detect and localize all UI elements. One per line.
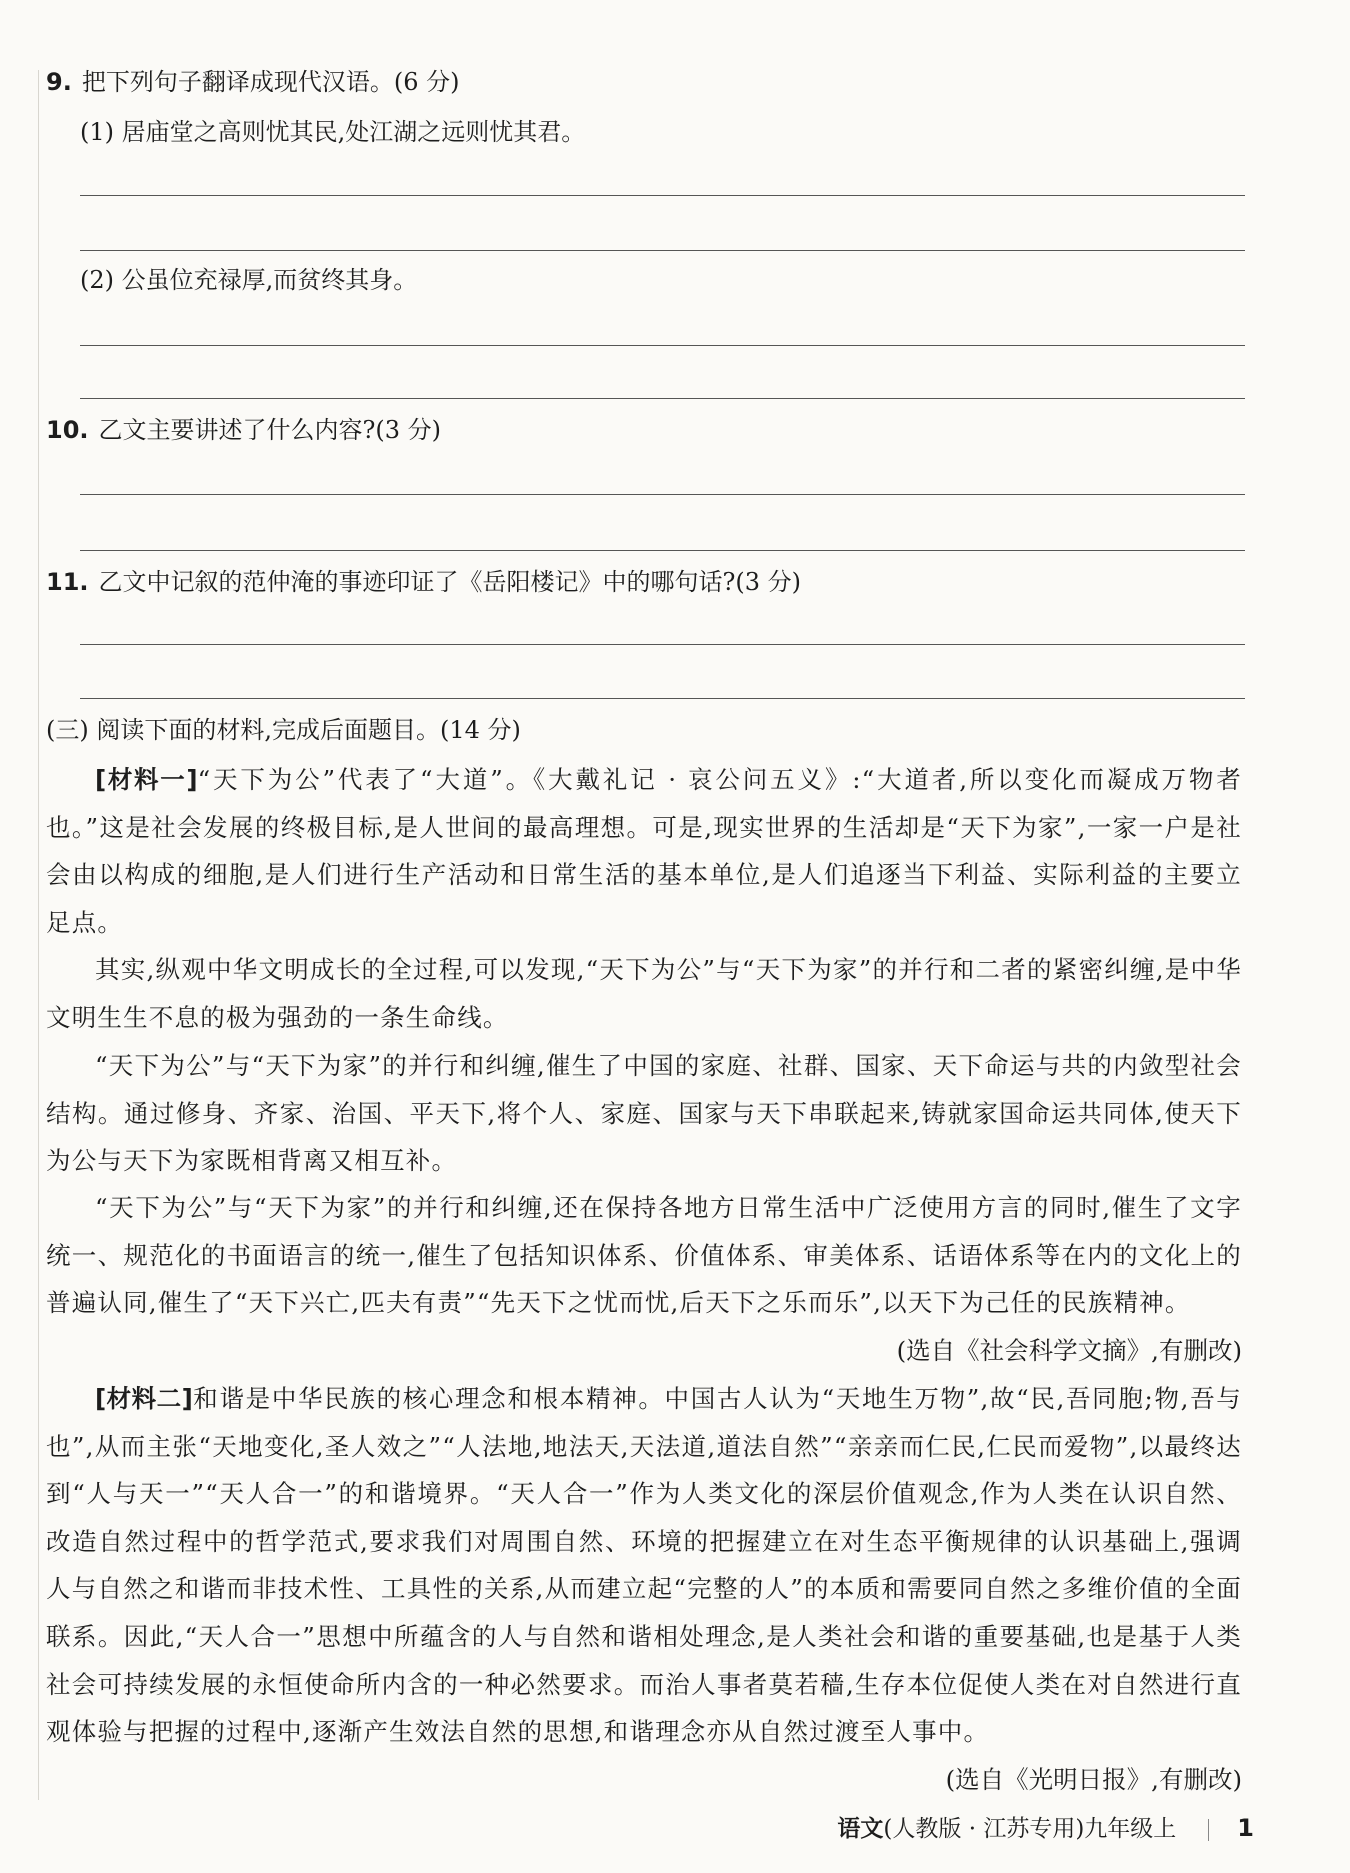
question-9-sub-2: (2) 公虽位充禄厚,而贫终其身。 bbox=[80, 266, 418, 294]
answer-line[interactable] bbox=[80, 644, 1245, 645]
section-3-heading: (三) 阅读下面的材料,完成后面题目。(14 分) bbox=[46, 716, 521, 744]
question-number: 10. bbox=[46, 416, 89, 444]
answer-line[interactable] bbox=[80, 398, 1245, 399]
paragraph-text: “天下为公”代表了“大道”。《大戴礼记 · 哀公问五义》:“大道者,所以变化而凝成万物者也。”这是社会发展的终极目标,是人世间的最高理想。可是,现实世界的生活却是“天下为家”,一家一户是社会由以构成的细胞,是人们进行生产活动和日常生活的基本单位,是人们追逐当下利益、实际利益的主要立足点。 bbox=[46, 765, 1242, 937]
material-1-source: (选自《社会科学文摘》,有删改) bbox=[896, 1336, 1242, 1365]
material-1-paragraph-4: “天下为公”与“天下为家”的并行和纠缠,还在保持各地方日常生活中广泛使用方言的同时,催生了文字统一、规范化的书面语言的统一,催生了包括知识体系、价值体系、审美体系、话语体系等在内的文化上的普遍认同,催生了“天下兴亡,匹夫有责”“先天下之忧而忧,后天下之乐而乐”,以天下为己任的民族精神。 bbox=[46, 1193, 1242, 1318]
material-1-paragraph-1 bbox=[46, 756, 1242, 946]
footer-subject: 语文 bbox=[837, 1816, 884, 1842]
material-1-paragraph-2: 其实,纵观中华文明成长的全过程,可以发现,“天下为公”与“天下为家”的并行和二者的紧密纠缠,是中华文明生生不息的极为强劲的一条生命线。 bbox=[46, 955, 1242, 1032]
answer-line[interactable] bbox=[80, 698, 1245, 699]
question-number: 9. bbox=[46, 68, 72, 96]
question-9-sub-1: (1) 居庙堂之高则忧其民,处江湖之远则忧其君。 bbox=[80, 118, 586, 146]
answer-line[interactable] bbox=[80, 345, 1245, 346]
question-number: 11. bbox=[46, 568, 89, 596]
answer-line[interactable] bbox=[80, 195, 1245, 196]
question-text: 乙文主要讲述了什么内容?(3 分) bbox=[98, 416, 442, 444]
margin-line bbox=[38, 70, 39, 1800]
footer-divider bbox=[1208, 1819, 1209, 1841]
question-text: 把下列句子翻译成现代汉语。(6 分) bbox=[81, 68, 460, 96]
question-text: 乙文中记叙的范仲淹的事迹印证了《岳阳楼记》中的哪句话?(3 分) bbox=[98, 568, 802, 596]
material-2-paragraph-1 bbox=[46, 1375, 1242, 1756]
footer-edition: (人教版 · 江苏专用)九年级上 bbox=[883, 1816, 1177, 1842]
paragraph-text: 和谐是中华民族的核心理念和根本精神。中国古人认为“天地生万物”,故“民,吾同胞;物,吾与也”,从而主张“天地变化,圣人效之”“人法地,地法天,天法道,道法自然”“亲亲而仁民,仁民而爱物”,以最终达到“人与天一”“天人合一”的和谐境界。“天人合一”作为人类文化的深层价值观念,作为人类在认识自然、改造自然过程中的哲学范式,要求我们对周围自然、环境的把握建立在对生态平衡规律的认识基础上,强调人与自然之和谐而非技术性、工具性的关系,从而建立起“完整的人”的本质和需要同自然之多维价值的全面联系。因此,“天人合一”思想中所蕴含的人与自然和谐相处理念,是人类社会和谐的重要基础,也是基于人类社会可持续发展的永恒使命所内含的一种必然要求。而治人事者莫若穑,生存本位促使人类在对自然进行直观体验与把握的过程中,逐渐产生效法自然的思想,和谐理念亦从自然过渡至人事中。 bbox=[46, 1384, 1242, 1747]
answer-line[interactable] bbox=[80, 550, 1245, 551]
question-9 bbox=[46, 66, 459, 98]
question-11 bbox=[46, 566, 801, 598]
material-2-source: (选自《光明日报》,有删改) bbox=[945, 1765, 1242, 1794]
material-1-tag: [材料一] bbox=[95, 765, 198, 794]
material-1-paragraph-3: “天下为公”与“天下为家”的并行和纠缠,催生了中国的家庭、社群、国家、天下命运与共的内敛型社会结构。通过修身、齐家、治国、平天下,将个人、家庭、国家与天下串联起来,铸就家国命运共同体,使天下为公与天下为家既相背离又相互补。 bbox=[46, 1051, 1242, 1176]
answer-line[interactable] bbox=[80, 494, 1245, 495]
page-number: 1 bbox=[1237, 1814, 1254, 1842]
answer-line[interactable] bbox=[80, 250, 1245, 251]
question-10 bbox=[46, 414, 441, 446]
material-2-tag: [材料二] bbox=[95, 1384, 193, 1413]
page-footer bbox=[837, 1812, 1254, 1845]
